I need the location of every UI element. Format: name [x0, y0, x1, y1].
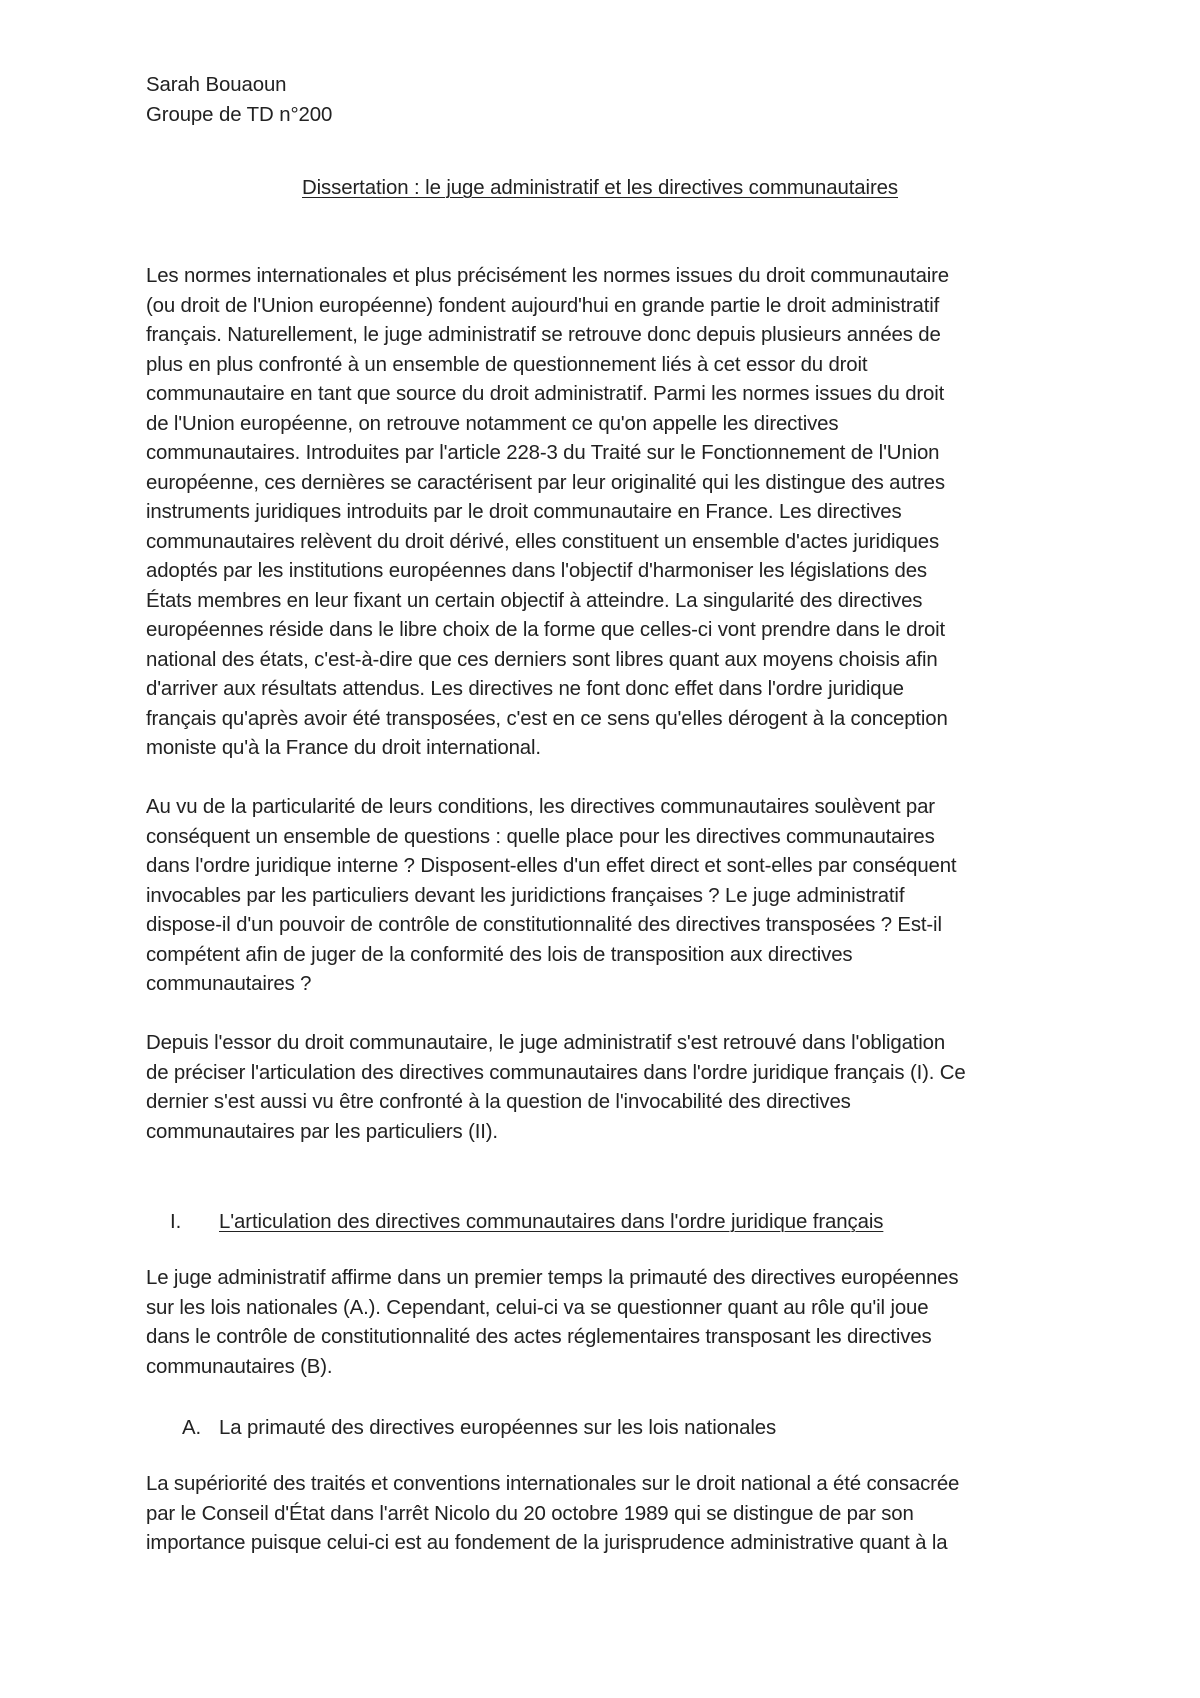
paragraph-line: Le juge administratif affirme dans un premier temps la primauté des directives européennes [146, 1267, 959, 1289]
author-name: Sarah Bouaoun [146, 74, 287, 96]
paragraph-line: dispose-il d'un pouvoir de contrôle de constitutionnalité des directives transposées ? Est-il [146, 914, 942, 936]
paragraph-line: Depuis l'essor du droit communautaire, le juge administratif s'est retrouvé dans l'obligation [146, 1032, 946, 1054]
paragraph-line: communautaires par les particuliers (II). [146, 1120, 498, 1143]
paragraph-line: invocables par les particuliers devant les juridictions françaises ? Le juge administratif [146, 884, 905, 907]
paragraph-line: européenne, ces dernières se caractérisent par leur originalité qui les distingue des autres [146, 471, 945, 494]
part-I-number: I. [170, 1211, 182, 1233]
paragraph-line: français qu'après avoir été transposées, c'est en ce sens qu'elles dérogent à la conception [146, 707, 948, 730]
paragraph-line: communautaires ? [146, 973, 312, 995]
paragraph-line: de préciser l'articulation des directives communautaires dans l'ordre juridique français (I). Ce [146, 1061, 966, 1084]
section-A-heading: La primauté des directives européennes sur les lois nationales [219, 1417, 777, 1439]
paragraph-line: compétent afin de juger de la conformité des lois de transposition aux directives [146, 943, 853, 966]
intro-paragraph-1 [146, 262, 1076, 764]
paragraph-line: européennes réside dans le libre choix de la forme que celles-ci vont prendre dans le droit [146, 619, 946, 641]
paragraph-line: importance puisque celui-ci est au fondement de la jurisprudence administrative quant à la [146, 1532, 948, 1554]
paragraph-line: national des états, c'est-à-dire que ces derniers sont libres quant aux moyens choisis afin [146, 648, 938, 671]
part-I-heading: L'articulation des directives communautaires dans l'ordre juridique français [219, 1211, 884, 1233]
paragraph-line: communautaires (B). [146, 1355, 333, 1378]
paragraph-line: Les normes internationales et plus précisément les normes issues du droit communautaire [146, 265, 949, 287]
paragraph-line: adoptés par les institutions européennes dans l'objectif d'harmoniser les législations des [146, 560, 927, 582]
paragraph-line: La supériorité des traités et conventions internationales sur le droit national a été consacrée [146, 1473, 960, 1495]
paragraph-line: d'arriver aux résultats attendus. Les directives ne font donc effet dans l'ordre juridique [146, 678, 904, 700]
paragraph-line: communautaire en tant que source du droit administratif. Parmi les normes issues du droit [146, 383, 945, 405]
paragraph-line: instruments juridiques introduits par le droit communautaire en France. Les directives [146, 501, 902, 523]
intro-paragraph-3 [146, 1029, 1076, 1147]
paragraph-line: de l'Union européenne, on retrouve notamment ce qu'on appelle les directives [146, 412, 839, 435]
paragraph-line: Au vu de la particularité de leurs conditions, les directives communautaires soulèvent par [146, 796, 935, 818]
paragraph-line: sur les lois nationales (A.). Cependant, celui-ci va se questionner quant au rôle qu'il joue [146, 1296, 929, 1319]
paragraph-line: communautaires relèvent du droit dérivé, elles constituent un ensemble d'actes juridiques [146, 530, 940, 553]
paragraph-line: États membres en leur fixant un certain objectif à atteindre. La singularité des directives [146, 589, 923, 612]
section-A-letter: A. [182, 1417, 202, 1439]
document-title: Dissertation : le juge administratif et les directives communautaires [301, 177, 898, 199]
section-A-paragraph [146, 1470, 1076, 1559]
part-I-paragraph [146, 1264, 1076, 1382]
intro-paragraph-2 [146, 793, 1076, 1000]
paragraph-line: dans le contrôle de constitutionnalité des actes réglementaires transposant les directives [146, 1326, 932, 1348]
td-group: Groupe de TD n°200 [146, 104, 333, 126]
paragraph-line: conséquent un ensemble de questions : quelle place pour les directives communautaires [146, 825, 935, 848]
paragraph-line: communautaires. Introduites par l'article 228-3 du Traité sur le Fonctionnement de l'Union [146, 442, 940, 464]
paragraph-line: dernier s'est aussi vu être confronté à la question de l'invocabilité des directives [146, 1091, 851, 1113]
paragraph-line: (ou droit de l'Union européenne) fondent aujourd'hui en grande partie le droit administratif [146, 294, 940, 317]
paragraph-line: dans l'ordre juridique interne ? Disposent-elles d'un effet direct et sont-elles par conséquent [146, 855, 957, 877]
paragraph-line: français. Naturellement, le juge administratif se retrouve donc depuis plusieurs années de [146, 324, 941, 346]
paragraph-line: par le Conseil d'État dans l'arrêt Nicolo du 20 octobre 1989 qui se distingue de par son [146, 1502, 914, 1525]
paragraph-line: plus en plus confronté à un ensemble de questionnement liés à cet essor du droit [146, 353, 868, 376]
paragraph-line: moniste qu'à la France du droit international. [146, 737, 541, 759]
